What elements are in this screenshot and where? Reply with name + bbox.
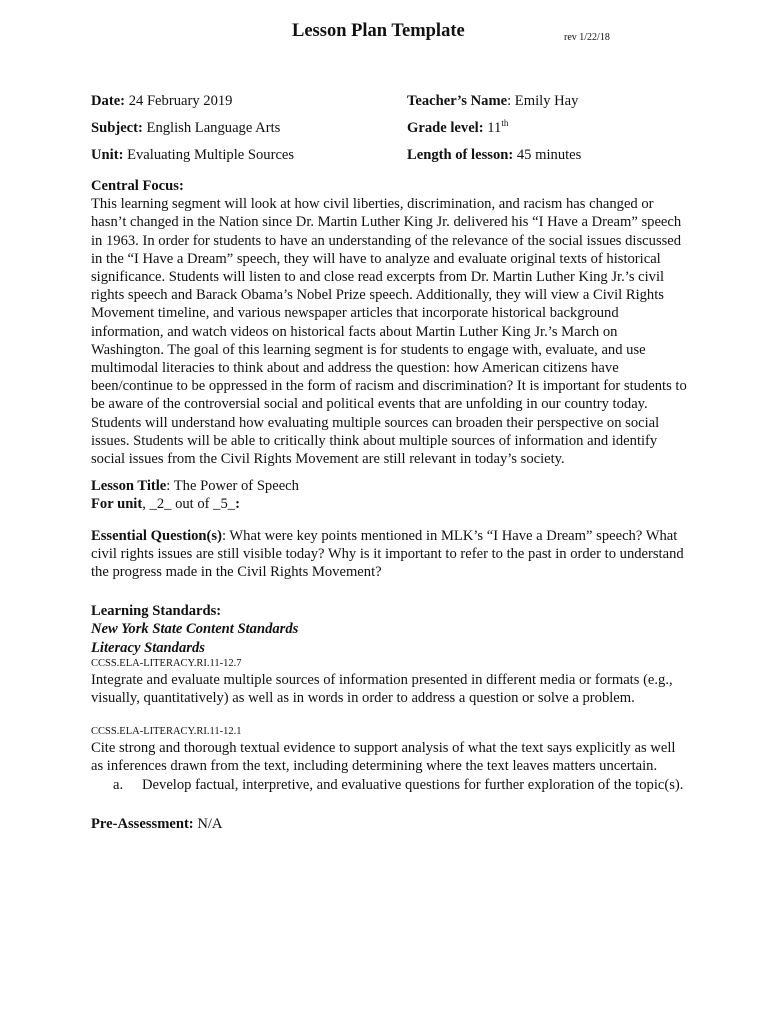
lesson-title-value: : The Power of Speech (166, 478, 299, 495)
grade-value: 11 (487, 120, 502, 136)
unit-field (91, 146, 294, 164)
learning-standards-label: Learning Standards: (91, 603, 222, 620)
essential-questions-text (91, 527, 688, 582)
length-value: 45 minutes (516, 147, 582, 163)
meta-row-subject (91, 119, 691, 146)
revision-note: rev 1/22/18 (564, 32, 610, 43)
standard-item (91, 657, 688, 707)
for-unit-colon: : (235, 496, 240, 513)
standard-code: CCSS.ELA-LITERACY.RI.11-12.7 (91, 657, 242, 669)
learning-standards-section (91, 602, 688, 794)
lesson-title-section (91, 477, 688, 513)
central-focus-label: Central Focus: (91, 178, 184, 194)
page-title: Lesson Plan Template (292, 21, 465, 41)
header (0, 22, 768, 46)
teacher-value: : Emily Hay (507, 93, 579, 109)
essential-questions-section (91, 527, 688, 582)
teacher-label: Teacher’s Name (407, 93, 508, 109)
standard-code: CCSS.ELA-LITERACY.RI.11-12.1 (91, 726, 242, 738)
essential-questions-body: : What were key points mentioned in MLK’s “I Have a Dream” speech? What civil rights issues are still visible today? Why is it important to refer to the past in order to understand the progress made in the Civil Rights Movement? (91, 527, 684, 581)
unit-label: Unit: (91, 147, 124, 163)
lesson-meta (91, 92, 691, 173)
teacher-field (407, 92, 578, 110)
subject-field (91, 119, 280, 137)
standard-sub-item (91, 776, 688, 794)
lesson-title-line (91, 477, 688, 495)
length-field (407, 146, 581, 164)
date-label: Date: (91, 93, 126, 109)
lesson-title-label: Lesson Title (91, 478, 167, 495)
standard-text: Integrate and evaluate multiple sources of information presented in different media or formats (e.g., visually, quantitatively) as well as in words in order to address a question or solve a problem. (91, 671, 673, 707)
pre-assessment-section (91, 815, 688, 833)
central-focus-section (91, 177, 688, 468)
central-focus-text: This learning segment will look at how civil liberties, discrimination, and racism has changed or hasn’t changed in the Nation since Dr. Martin Luther King Jr. delivered his “I Have a Dream” speech in 1963. In order for students to have an understanding of the relevance of the social issues discussed in the “I Have a Dream” speech, they will have to analyze and evaluate original texts of historical significance. Students will listen to and close read excerpts from Dr. Martin Luther King Jr.’s civil rights speech and Barack Obama’s Nobel Prize speech. Additionally, they will view a Civil Rights Movement timeline, and various newspaper articles that incorporate historical background information, and watch videos on historical facts about Martin Luther King Jr.’s March on Washington. The goal of this learning segment is for students to engage with, evaluate, and use multimodal literacies to think about and address the question: how American citizens have been/continue to be oppressed in the form of racism and discrimination? It is important for students to be aware of the controversial social and political events that are unfolding in our country today. Students will understand how evaluating multiple sources can broaden their perspective on social issues. Students will be able to critically think about multiple sources of information and identify social issues from the Civil Rights Movement are still relevant in today’s society. (91, 196, 687, 468)
sub-item-text: Develop factual, interpretive, and evaluative questions for further exploration of the topic(s). (142, 776, 684, 793)
literacy-standards-heading: Literacy Standards (91, 639, 205, 656)
for-unit-label: For unit (91, 496, 143, 513)
lesson-body (91, 177, 688, 833)
meta-row-unit (91, 146, 691, 173)
date-value: 24 February 2019 (128, 93, 233, 109)
pre-assessment-line (91, 815, 688, 833)
for-unit-value: , _2_ out of _5_ (142, 496, 236, 513)
grade-field (407, 119, 508, 137)
grade-label: Grade level: (407, 120, 484, 136)
for-unit-line (91, 495, 688, 513)
date-field (91, 92, 232, 110)
pre-assessment-label: Pre-Assessment: (91, 815, 194, 832)
pre-assessment-value: N/A (193, 815, 223, 832)
nys-standards-heading: New York State Content Standards (91, 621, 299, 638)
unit-value: Evaluating Multiple Sources (127, 147, 295, 163)
essential-questions-label: Essential Question(s) (91, 527, 222, 544)
subject-value: English Language Arts (146, 120, 281, 136)
sub-item-marker: a. (113, 776, 124, 793)
subject-label: Subject: (91, 120, 143, 136)
length-label: Length of lesson: (407, 147, 514, 163)
meta-row-date (91, 92, 691, 119)
standard-item (91, 725, 688, 794)
grade-suffix: th (501, 118, 509, 129)
standard-text: Cite strong and thorough textual evidence to support analysis of what the text says explicitly as well as inferences drawn from the text, including determining where the text leaves matters uncertain. (91, 740, 676, 775)
